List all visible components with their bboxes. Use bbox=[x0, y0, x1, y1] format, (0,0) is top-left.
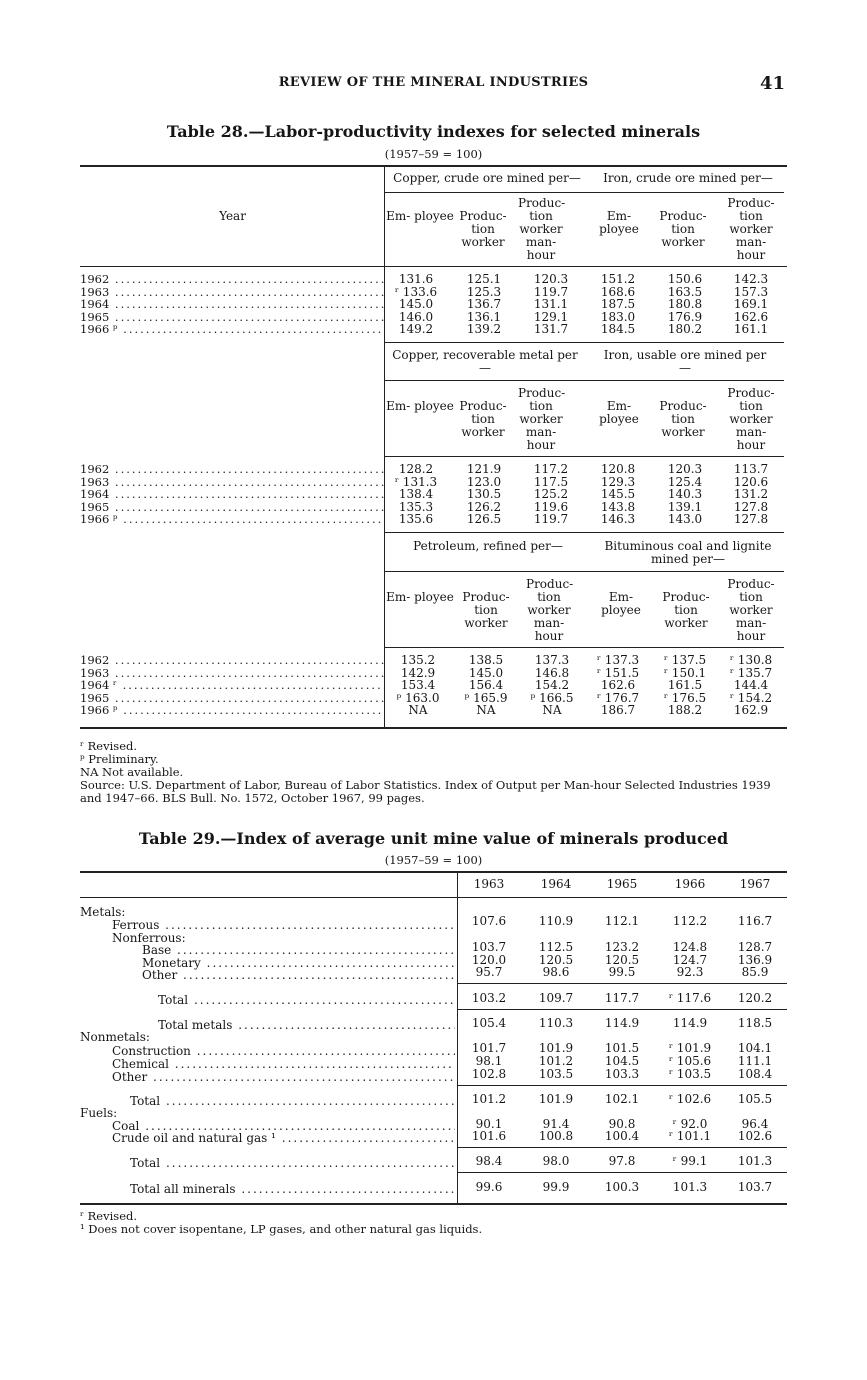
cell: 112.5 bbox=[538, 940, 574, 954]
t29-nonmetals-total-rule bbox=[457, 1085, 787, 1086]
cell: 100.8 bbox=[538, 1129, 574, 1143]
cell: 138.4 bbox=[398, 487, 434, 502]
t29-row-label: Monetary ..... bbox=[142, 957, 455, 970]
cell: 136.1 bbox=[466, 309, 502, 324]
t29-row-label: Coal ..... bbox=[112, 1120, 455, 1133]
cell: 98.0 bbox=[542, 1154, 570, 1168]
cell: 162.6 bbox=[600, 678, 636, 693]
t28-s2-col6 bbox=[721, 463, 781, 526]
cell: 120.8 bbox=[600, 462, 636, 476]
cell: 103.7 bbox=[737, 1180, 773, 1194]
cell: ʳ 133.6 bbox=[394, 284, 438, 299]
t28-s1-col6 bbox=[721, 273, 781, 336]
cell: 140.3 bbox=[667, 487, 703, 502]
cell: 117.2 bbox=[533, 462, 569, 476]
footnote-revised: ʳ Revised. bbox=[80, 739, 138, 753]
cell: 91.4 bbox=[542, 1117, 570, 1131]
cell: 135.2 bbox=[400, 653, 436, 667]
cell: 130.5 bbox=[466, 487, 502, 502]
cell: 110.3 bbox=[538, 1016, 574, 1030]
cell: 103.5 bbox=[538, 1067, 574, 1081]
t29-heading-nonferrous: Nonferrous: bbox=[112, 932, 186, 945]
t28-s3-col3 bbox=[522, 654, 582, 717]
cell: 125.1 bbox=[466, 272, 502, 286]
t28-s3-h1: Em- ployee bbox=[386, 590, 454, 604]
table29-subtitle: (1957–59 = 100) bbox=[384, 853, 483, 867]
cell: 168.6 bbox=[600, 284, 636, 299]
t28-s3-year: 1964 ʳ ..... bbox=[80, 679, 385, 692]
t29-fuels-total-rule bbox=[457, 1147, 787, 1148]
t29-head-rule bbox=[80, 897, 787, 898]
cell: 101.9 bbox=[538, 1092, 574, 1106]
table28-bottom-rule bbox=[80, 727, 787, 729]
cell: 139.1 bbox=[667, 499, 703, 514]
cell: 103.3 bbox=[604, 1067, 640, 1081]
t28-s3-year: 1965 ..... bbox=[80, 692, 385, 705]
cell: 125.3 bbox=[466, 284, 502, 299]
cell: 120.3 bbox=[533, 272, 569, 286]
cell: 98.4 bbox=[475, 1154, 503, 1168]
cell: NA bbox=[408, 703, 428, 718]
t29-heading-fuels: Fuels: bbox=[80, 1107, 118, 1120]
cell: 180.8 bbox=[667, 297, 703, 312]
t28-s1-col2 bbox=[454, 273, 514, 336]
table29-footnotes bbox=[80, 1210, 795, 1236]
t28-s2-group-rule bbox=[384, 380, 784, 381]
cell: 126.2 bbox=[466, 499, 502, 514]
cell: ᵖ 165.9 bbox=[464, 690, 508, 705]
t28-s3-h5: Produc- tion worker bbox=[662, 590, 710, 630]
cell: 124.7 bbox=[672, 953, 708, 967]
t28-s1-col5 bbox=[655, 273, 715, 336]
cell: 137.3 bbox=[534, 653, 570, 667]
t28-s2-h1: Em- ployee bbox=[386, 399, 454, 413]
cell: 126.5 bbox=[466, 512, 502, 527]
t28-s1-years bbox=[80, 273, 385, 336]
cell: 97.8 bbox=[608, 1154, 636, 1168]
t28-s3-head-rule bbox=[384, 647, 784, 648]
cell: 104.1 bbox=[737, 1041, 773, 1055]
t28-s3-col5 bbox=[655, 654, 715, 717]
t28-s1-h5: Produc- tion worker bbox=[659, 209, 707, 249]
cell: ʳ 105.6 bbox=[668, 1054, 712, 1068]
cell: 100.3 bbox=[604, 1180, 640, 1194]
t28-s3-col1 bbox=[388, 654, 448, 717]
t29-row-label: Construction ..... bbox=[112, 1045, 455, 1058]
t28-s1-group-rule bbox=[384, 192, 784, 193]
t28-s1-year: 1964 ..... bbox=[80, 298, 385, 311]
t28-s2-bottom-rule bbox=[384, 532, 784, 533]
t29-row-label: Chemical ..... bbox=[112, 1058, 455, 1071]
cell: 118.5 bbox=[737, 1016, 773, 1030]
t28-s2-col2 bbox=[454, 463, 514, 526]
t29-year-header: 1965 bbox=[606, 877, 638, 891]
t28-s2-year: 1962 ..... bbox=[80, 463, 385, 476]
t28-s3-col6 bbox=[721, 654, 781, 717]
cell: ʳ 92.0 bbox=[672, 1117, 708, 1131]
table28-subtitle: (1957–59 = 100) bbox=[384, 147, 483, 161]
t28-s2-col4 bbox=[588, 463, 648, 526]
cell: 169.1 bbox=[733, 297, 769, 312]
cell: 162.6 bbox=[733, 309, 769, 324]
cell: ʳ 137.5 bbox=[663, 653, 707, 667]
t28-s1-group-left: Copper, crude ore mined per— bbox=[393, 171, 581, 185]
cell: ʳ 101.9 bbox=[668, 1041, 712, 1055]
cell: 99.6 bbox=[475, 1180, 503, 1194]
cell: 142.3 bbox=[733, 272, 769, 286]
t28-s3-year: 1963 ..... bbox=[80, 667, 385, 680]
cell: 98.6 bbox=[542, 965, 570, 979]
footnote-na: NA Not available. bbox=[80, 765, 184, 779]
t28-s2-h4: Em- ployee bbox=[599, 399, 639, 426]
cell: ʳ 101.1 bbox=[668, 1129, 712, 1143]
t29-row-label: Crude oil and natural gas ¹ ..... bbox=[112, 1132, 455, 1145]
cell: 120.5 bbox=[604, 953, 640, 967]
t28-s1-year: 1966 ᵖ ..... bbox=[80, 323, 385, 336]
t28-s1-year: 1965 ..... bbox=[80, 311, 385, 324]
cell: 162.9 bbox=[733, 703, 769, 718]
cell: 131.6 bbox=[398, 272, 434, 286]
t28-s2-h2: Produc- tion worker bbox=[459, 399, 507, 439]
cell: ʳ 135.7 bbox=[729, 665, 773, 680]
t29-row-label: Total ..... bbox=[130, 1157, 455, 1170]
t28-s2-year: 1966 ᵖ ..... bbox=[80, 513, 385, 526]
cell: 135.6 bbox=[398, 512, 434, 527]
t28-s1-head-rule bbox=[80, 266, 787, 267]
cell: 117.7 bbox=[604, 991, 640, 1005]
cell: 101.2 bbox=[471, 1092, 507, 1106]
cell: 125.4 bbox=[667, 474, 703, 489]
t28-s3-h3: Produc- tion worker man- hour bbox=[526, 577, 574, 643]
cell: 120.5 bbox=[538, 953, 574, 967]
cell: 163.5 bbox=[667, 284, 703, 299]
t28-s2-h3: Produc- tion worker man- hour bbox=[518, 386, 566, 452]
t28-vertical-rule bbox=[384, 166, 385, 727]
cell: ʳ 176.5 bbox=[663, 690, 707, 705]
cell: 99.5 bbox=[608, 965, 636, 979]
cell: 161.5 bbox=[667, 678, 703, 693]
t29-vertical-rule bbox=[457, 872, 458, 1204]
cell: 123.2 bbox=[604, 940, 640, 954]
cell: 104.5 bbox=[604, 1054, 640, 1068]
t28-s2-group-left: Copper, recoverable metal per— bbox=[392, 348, 578, 375]
page-number: 41 bbox=[760, 73, 786, 94]
t28-s1-col1 bbox=[386, 273, 446, 336]
cell: ᵖ 163.0 bbox=[396, 690, 440, 705]
cell: 139.2 bbox=[466, 322, 502, 337]
t28-s2-year: 1965 ..... bbox=[80, 501, 385, 514]
t29-year-header: 1963 bbox=[473, 877, 505, 891]
cell: 107.6 bbox=[471, 914, 507, 928]
cell: 128.7 bbox=[737, 940, 773, 954]
cell: 146.3 bbox=[600, 512, 636, 527]
t29-row-label: Total ..... bbox=[158, 994, 455, 1007]
cell: 188.2 bbox=[667, 703, 703, 718]
cell: 128.2 bbox=[398, 462, 434, 476]
table28-footnotes bbox=[80, 740, 795, 805]
cell: 101.9 bbox=[538, 1041, 574, 1055]
cell: 102.8 bbox=[471, 1067, 507, 1081]
cell: 112.1 bbox=[604, 914, 640, 928]
cell: 151.2 bbox=[600, 272, 636, 286]
cell: 154.2 bbox=[534, 678, 570, 693]
cell: 105.4 bbox=[471, 1016, 507, 1030]
cell: 110.9 bbox=[538, 914, 574, 928]
footnote-natural-gas: ¹ Does not cover isopentane, LP gases, and other natural gas liquids. bbox=[80, 1222, 483, 1236]
cell: ʳ 137.3 bbox=[596, 653, 640, 667]
t28-s3-h6: Produc- tion worker man- hour bbox=[727, 577, 775, 643]
cell: 120.6 bbox=[733, 474, 769, 489]
cell: 109.7 bbox=[538, 991, 574, 1005]
cell: 143.8 bbox=[600, 499, 636, 514]
t28-s2-col5 bbox=[655, 463, 715, 526]
t28-s2-head-rule bbox=[384, 456, 784, 457]
t28-s2-col1 bbox=[386, 463, 446, 526]
cell: 108.4 bbox=[737, 1067, 773, 1081]
table28-title: Table 28.—Labor-productivity indexes for selected minerals bbox=[166, 122, 701, 141]
t29-row-label: Other ..... bbox=[142, 969, 455, 982]
cell: 127.8 bbox=[733, 512, 769, 527]
cell: 103.7 bbox=[471, 940, 507, 954]
t29-row-label: Ferrous ..... bbox=[112, 919, 455, 932]
cell: 114.9 bbox=[604, 1016, 640, 1030]
cell: 150.6 bbox=[667, 272, 703, 286]
t28-s1-h2: Produc- tion worker bbox=[459, 209, 507, 249]
footnote-source: Source: U.S. Department of Labor, Bureau of Labor Statistics. Index of Output per Man-hour Selected Industries 1939 and 1947–66. BLS Bull. No. 1572, October 1967, 99 pages. bbox=[80, 778, 771, 805]
cell: 161.1 bbox=[733, 322, 769, 337]
cell: 98.1 bbox=[475, 1054, 503, 1068]
cell: 105.5 bbox=[737, 1092, 773, 1106]
cell: 131.2 bbox=[733, 487, 769, 502]
cell: 103.2 bbox=[471, 991, 507, 1005]
cell: 113.7 bbox=[733, 462, 769, 476]
t29-metals-total-rule bbox=[457, 1009, 787, 1010]
cell: ʳ 150.1 bbox=[663, 665, 707, 680]
t28-s1-bottom-rule bbox=[384, 342, 784, 343]
cell: 125.2 bbox=[533, 487, 569, 502]
t29-year-header: 1967 bbox=[739, 877, 771, 891]
cell: 183.0 bbox=[600, 309, 636, 324]
cell: 131.1 bbox=[533, 297, 569, 312]
cell: 186.7 bbox=[600, 703, 636, 718]
t29-heading-metals: Metals: bbox=[80, 906, 126, 919]
t28-s3-year: 1966 ᵖ ..... bbox=[80, 704, 385, 717]
t28-s2-col3 bbox=[521, 463, 581, 526]
cell: 101.7 bbox=[471, 1041, 507, 1055]
cell: 142.9 bbox=[400, 665, 436, 680]
cell: 146.8 bbox=[534, 665, 570, 680]
footnote-preliminary: ᵖ Preliminary. bbox=[80, 752, 159, 766]
cell: 153.4 bbox=[400, 678, 436, 693]
t29-metals-subtotal-rule bbox=[457, 983, 787, 984]
running-head: REVIEW OF THE MINERAL INDUSTRIES bbox=[278, 75, 589, 90]
t28-s3-h2: Produc- tion worker bbox=[462, 590, 510, 630]
t29-all-total-rule bbox=[457, 1172, 787, 1173]
cell: 143.0 bbox=[667, 512, 703, 527]
cell: 136.9 bbox=[737, 953, 773, 967]
cell: ʳ 102.6 bbox=[668, 1092, 712, 1106]
cell: 123.0 bbox=[466, 474, 502, 489]
cell: NA bbox=[476, 703, 496, 718]
t28-s2-years bbox=[80, 463, 385, 526]
t28-s3-group-rule bbox=[384, 571, 784, 572]
table29-top-rule bbox=[80, 871, 787, 873]
t28-s3-year: 1962 ..... bbox=[80, 654, 385, 667]
cell: ᵖ 166.5 bbox=[530, 690, 574, 705]
cell: 99.9 bbox=[542, 1180, 570, 1194]
cell: 102.6 bbox=[737, 1129, 773, 1143]
t28-s3-group-right: Bituminous coal and lignite mined per— bbox=[604, 539, 772, 566]
cell: 101.5 bbox=[604, 1041, 640, 1055]
t29-row-label: Total all minerals ..... bbox=[130, 1183, 455, 1196]
cell: ʳ 131.3 bbox=[394, 474, 438, 489]
cell: 156.4 bbox=[468, 678, 504, 693]
cell: ʳ 176.7 bbox=[596, 690, 640, 705]
cell: 187.5 bbox=[600, 297, 636, 312]
footnote-revised: ʳ Revised. bbox=[80, 1209, 138, 1223]
t28-s2-year: 1963 ..... bbox=[80, 476, 385, 489]
cell: 96.4 bbox=[741, 1117, 769, 1131]
cell: 90.8 bbox=[608, 1117, 636, 1131]
cell: 119.7 bbox=[533, 512, 569, 527]
t28-s1-year: 1963 ..... bbox=[80, 286, 385, 299]
t28-year-label: Year bbox=[219, 209, 246, 223]
cell: 129.1 bbox=[533, 309, 569, 324]
cell: 121.9 bbox=[466, 462, 502, 476]
cell: 85.9 bbox=[741, 965, 769, 979]
cell: 111.1 bbox=[737, 1054, 773, 1068]
cell: ʳ 130.8 bbox=[729, 653, 773, 667]
cell: 184.5 bbox=[600, 322, 636, 337]
cell: NA bbox=[542, 703, 562, 718]
t28-s1-group-right: Iron, crude ore mined per— bbox=[603, 171, 773, 185]
cell: ʳ 117.6 bbox=[668, 991, 712, 1005]
cell: 120.3 bbox=[667, 462, 703, 476]
cell: ʳ 154.2 bbox=[729, 690, 773, 705]
t28-s1-year: 1962 ..... bbox=[80, 273, 385, 286]
cell: 120.2 bbox=[737, 991, 773, 1005]
t28-s2-year: 1964 ..... bbox=[80, 488, 385, 501]
cell: 116.7 bbox=[737, 914, 773, 928]
cell: 144.4 bbox=[733, 678, 769, 693]
cell: 180.2 bbox=[667, 322, 703, 337]
cell: 101.3 bbox=[737, 1154, 773, 1168]
cell: 145.0 bbox=[468, 665, 504, 680]
t28-s3-col4 bbox=[588, 654, 648, 717]
t28-s1-h4: Em- ployee bbox=[599, 209, 639, 236]
t29-heading-nonmetals: Nonmetals: bbox=[80, 1031, 150, 1044]
cell: ʳ 151.5 bbox=[596, 665, 640, 680]
cell: 112.2 bbox=[672, 914, 708, 928]
cell: 101.6 bbox=[471, 1129, 507, 1143]
cell: 119.6 bbox=[533, 499, 569, 514]
t28-s3-col2 bbox=[456, 654, 516, 717]
cell: 92.3 bbox=[676, 965, 704, 979]
cell: 114.9 bbox=[672, 1016, 708, 1030]
cell: 131.7 bbox=[533, 322, 569, 337]
cell: 176.9 bbox=[667, 309, 703, 324]
t28-s1-col3 bbox=[521, 273, 581, 336]
t29-row-label: Total ..... bbox=[130, 1095, 455, 1108]
table29-bottom-rule bbox=[80, 1203, 787, 1205]
t28-s2-group-right: Iron, usable ore mined per— bbox=[603, 348, 767, 375]
cell: 129.3 bbox=[600, 474, 636, 489]
table29-title: Table 29.—Index of average unit mine value of minerals produced bbox=[138, 829, 729, 848]
t28-s3-h4: Em- ployee bbox=[601, 590, 641, 617]
t28-s1-col4 bbox=[588, 273, 648, 336]
table28-top-rule bbox=[80, 165, 787, 167]
cell: 124.8 bbox=[672, 940, 708, 954]
t28-s1-h3: Produc- tion worker man- hour bbox=[518, 196, 566, 262]
cell: 119.7 bbox=[533, 284, 569, 299]
cell: 145.5 bbox=[600, 487, 636, 502]
t28-s1-h1: Em- ployee bbox=[386, 209, 454, 223]
cell: ʳ 103.5 bbox=[668, 1067, 712, 1081]
cell: 102.1 bbox=[604, 1092, 640, 1106]
cell: 135.3 bbox=[398, 499, 434, 514]
t28-s1-h6: Produc- tion worker man- hour bbox=[727, 196, 775, 262]
cell: 145.0 bbox=[398, 297, 434, 312]
cell: 95.7 bbox=[475, 965, 503, 979]
cell: 127.8 bbox=[733, 499, 769, 514]
cell: 100.4 bbox=[604, 1129, 640, 1143]
cell: 149.2 bbox=[398, 322, 434, 337]
t29-row-label: Base ..... bbox=[142, 944, 455, 957]
cell: ʳ 99.1 bbox=[672, 1154, 708, 1168]
t29-year-header: 1966 bbox=[674, 877, 706, 891]
t28-s2-h5: Produc- tion worker bbox=[659, 399, 707, 439]
cell: 146.0 bbox=[398, 309, 434, 324]
t28-s2-h6: Produc- tion worker man- hour bbox=[727, 386, 775, 452]
t28-s3-group-left: Petroleum, refined per— bbox=[413, 539, 563, 553]
cell: 120.0 bbox=[471, 953, 507, 967]
cell: 101.3 bbox=[672, 1180, 708, 1194]
t29-row-label: Other ..... bbox=[112, 1071, 455, 1084]
cell: 138.5 bbox=[468, 653, 504, 667]
cell: 117.5 bbox=[533, 474, 569, 489]
cell: 136.7 bbox=[466, 297, 502, 312]
t29-row-label: Total metals ..... bbox=[158, 1019, 455, 1032]
t29-year-header: 1964 bbox=[540, 877, 572, 891]
cell: 157.3 bbox=[733, 284, 769, 299]
t28-s3-years bbox=[80, 654, 385, 717]
cell: 90.1 bbox=[475, 1117, 503, 1131]
cell: 101.2 bbox=[538, 1054, 574, 1068]
